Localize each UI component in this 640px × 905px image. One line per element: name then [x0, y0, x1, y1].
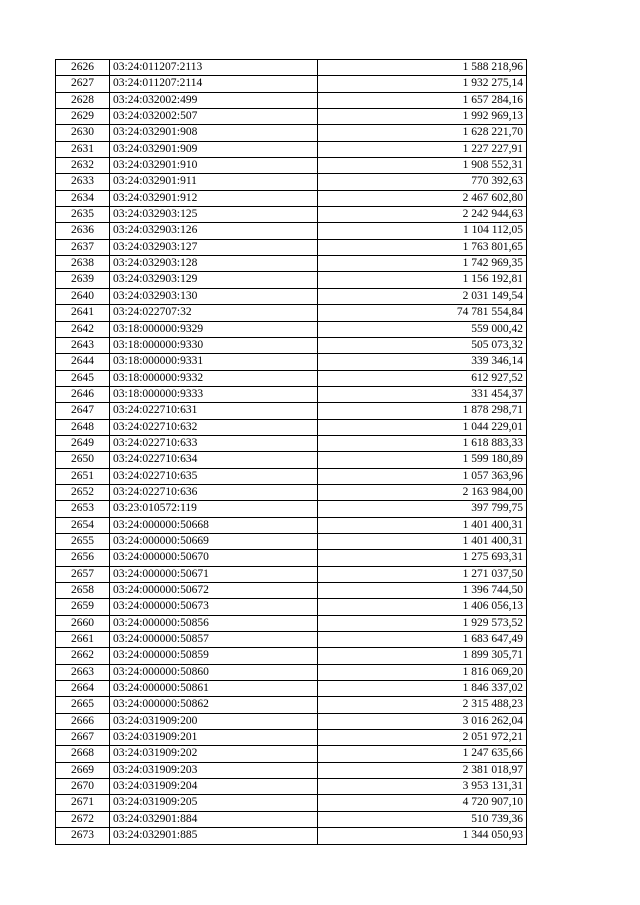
table-row	[56, 795, 527, 811]
row-number: 2656	[56, 550, 110, 566]
cadastral-number: 03:24:000000:50857	[110, 632, 318, 648]
table-row	[56, 419, 527, 435]
table-row	[56, 583, 527, 599]
cadastral-value: 1 932 275,14	[318, 76, 527, 92]
table-row	[56, 501, 527, 517]
table-row	[56, 762, 527, 778]
cadastral-value: 559 000,42	[318, 321, 527, 337]
row-number: 2661	[56, 632, 110, 648]
table-row	[56, 288, 527, 304]
table-row	[56, 174, 527, 190]
cadastral-value: 4 720 907,10	[318, 795, 527, 811]
row-number: 2673	[56, 828, 110, 844]
table-row	[56, 828, 527, 844]
cadastral-number: 03:24:000000:50861	[110, 681, 318, 697]
cadastral-number: 03:18:000000:9331	[110, 354, 318, 370]
cadastral-number: 03:24:000000:50859	[110, 648, 318, 664]
cadastral-value: 1 899 305,71	[318, 648, 527, 664]
table-row	[56, 697, 527, 713]
table-row	[56, 158, 527, 174]
cadastral-value: 1 846 337,02	[318, 681, 527, 697]
row-number: 2648	[56, 419, 110, 435]
cadastral-value: 510 739,36	[318, 811, 527, 827]
cadastral-number: 03:24:032901:884	[110, 811, 318, 827]
row-number: 2662	[56, 648, 110, 664]
row-number: 2652	[56, 484, 110, 500]
cadastral-value: 1 588 218,96	[318, 60, 527, 76]
row-number: 2663	[56, 664, 110, 680]
table-row	[56, 550, 527, 566]
cadastral-number: 03:24:032903:125	[110, 207, 318, 223]
table-row	[56, 125, 527, 141]
cadastral-value: 1 396 744,50	[318, 583, 527, 599]
cadastral-value: 1 816 069,20	[318, 664, 527, 680]
cadastral-number: 03:24:000000:50670	[110, 550, 318, 566]
cadastral-value: 1 104 112,05	[318, 223, 527, 239]
cadastral-value: 1 227 227,91	[318, 141, 527, 157]
cadastral-number: 03:24:011207:2113	[110, 60, 318, 76]
cadastral-value: 2 381 018,97	[318, 762, 527, 778]
table-row	[56, 811, 527, 827]
table-row	[56, 632, 527, 648]
cadastral-value: 1 992 969,13	[318, 109, 527, 125]
table-row	[56, 386, 527, 402]
cadastral-value: 505 073,32	[318, 337, 527, 353]
table-row	[56, 746, 527, 762]
cadastral-number: 03:24:000000:50669	[110, 533, 318, 549]
row-number: 2657	[56, 566, 110, 582]
cadastral-number: 03:24:031909:205	[110, 795, 318, 811]
row-number: 2631	[56, 141, 110, 157]
cadastral-number: 03:24:022710:635	[110, 468, 318, 484]
row-number: 2653	[56, 501, 110, 517]
cadastral-value: 1 275 693,31	[318, 550, 527, 566]
table-row	[56, 321, 527, 337]
row-number: 2637	[56, 239, 110, 255]
cadastral-value: 1 271 037,50	[318, 566, 527, 582]
row-number: 2644	[56, 354, 110, 370]
cadastral-number: 03:24:032901:910	[110, 158, 318, 174]
cadastral-number: 03:24:031909:202	[110, 746, 318, 762]
row-number: 2646	[56, 386, 110, 402]
cadastral-value: 2 315 488,23	[318, 697, 527, 713]
cadastral-value: 1 406 056,13	[318, 599, 527, 615]
row-number: 2636	[56, 223, 110, 239]
row-number: 2670	[56, 779, 110, 795]
table-row	[56, 730, 527, 746]
cadastral-number: 03:24:032903:128	[110, 256, 318, 272]
table-row	[56, 370, 527, 386]
table-row	[56, 452, 527, 468]
cadastral-number: 03:24:032901:911	[110, 174, 318, 190]
cadastral-number: 03:24:000000:50862	[110, 697, 318, 713]
cadastral-value: 770 392,63	[318, 174, 527, 190]
cadastral-value: 1 044 229,01	[318, 419, 527, 435]
table-row	[56, 354, 527, 370]
row-number: 2641	[56, 305, 110, 321]
cadastral-value: 1 657 284,16	[318, 92, 527, 108]
table-row	[56, 256, 527, 272]
row-number: 2629	[56, 109, 110, 125]
table-row	[56, 239, 527, 255]
table-body	[56, 60, 527, 845]
cadastral-number: 03:24:000000:50668	[110, 517, 318, 533]
cadastral-number: 03:18:000000:9330	[110, 337, 318, 353]
row-number: 2635	[56, 207, 110, 223]
row-number: 2651	[56, 468, 110, 484]
cadastral-number: 03:18:000000:9329	[110, 321, 318, 337]
cadastral-number: 03:24:022710:636	[110, 484, 318, 500]
row-number: 2660	[56, 615, 110, 631]
table-row	[56, 468, 527, 484]
table-row	[56, 484, 527, 500]
row-number: 2630	[56, 125, 110, 141]
table-row	[56, 664, 527, 680]
row-number: 2643	[56, 337, 110, 353]
row-number: 2658	[56, 583, 110, 599]
cadastral-number: 03:24:022710:632	[110, 419, 318, 435]
cadastral-value: 1 628 221,70	[318, 125, 527, 141]
row-number: 2665	[56, 697, 110, 713]
cadastral-value: 1 618 883,33	[318, 435, 527, 451]
cadastral-number: 03:24:032002:499	[110, 92, 318, 108]
row-number: 2666	[56, 713, 110, 729]
cadastral-value: 2 163 984,00	[318, 484, 527, 500]
cadastral-value: 397 799,75	[318, 501, 527, 517]
row-number: 2642	[56, 321, 110, 337]
cadastral-number: 03:24:031909:200	[110, 713, 318, 729]
row-number: 2669	[56, 762, 110, 778]
cadastral-number: 03:24:000000:50672	[110, 583, 318, 599]
table-row	[56, 533, 527, 549]
row-number: 2632	[56, 158, 110, 174]
cadastral-value: 3 016 262,04	[318, 713, 527, 729]
cadastral-value: 1 908 552,31	[318, 158, 527, 174]
cadastral-values-table	[55, 59, 527, 845]
cadastral-value: 2 242 944,63	[318, 207, 527, 223]
table-row	[56, 337, 527, 353]
cadastral-number: 03:24:022710:633	[110, 435, 318, 451]
cadastral-value: 3 953 131,31	[318, 779, 527, 795]
row-number: 2664	[56, 681, 110, 697]
row-number: 2647	[56, 403, 110, 419]
cadastral-value: 1 156 192,81	[318, 272, 527, 288]
row-number: 2634	[56, 190, 110, 206]
row-number: 2638	[56, 256, 110, 272]
row-number: 2645	[56, 370, 110, 386]
cadastral-value: 1 344 050,93	[318, 828, 527, 844]
cadastral-number: 03:24:032903:130	[110, 288, 318, 304]
cadastral-number: 03:24:032901:908	[110, 125, 318, 141]
cadastral-value: 2 051 972,21	[318, 730, 527, 746]
row-number: 2659	[56, 599, 110, 615]
cadastral-number: 03:24:000000:50673	[110, 599, 318, 615]
cadastral-value: 331 454,37	[318, 386, 527, 402]
cadastral-number: 03:24:032903:127	[110, 239, 318, 255]
cadastral-number: 03:24:031909:201	[110, 730, 318, 746]
table-row	[56, 779, 527, 795]
row-number: 2671	[56, 795, 110, 811]
cadastral-number: 03:24:022707:32	[110, 305, 318, 321]
table-row	[56, 435, 527, 451]
table-row	[56, 76, 527, 92]
cadastral-number: 03:24:032903:126	[110, 223, 318, 239]
cadastral-value: 1 929 573,52	[318, 615, 527, 631]
table-row	[56, 517, 527, 533]
cadastral-value: 1 401 400,31	[318, 533, 527, 549]
cadastral-number: 03:18:000000:9332	[110, 370, 318, 386]
cadastral-number: 03:24:000000:50671	[110, 566, 318, 582]
cadastral-number: 03:24:000000:50856	[110, 615, 318, 631]
row-number: 2650	[56, 452, 110, 468]
cadastral-value: 1 763 801,65	[318, 239, 527, 255]
table-row	[56, 599, 527, 615]
cadastral-value: 1 247 635,66	[318, 746, 527, 762]
table-row	[56, 207, 527, 223]
row-number: 2628	[56, 92, 110, 108]
row-number: 2672	[56, 811, 110, 827]
cadastral-value: 339 346,14	[318, 354, 527, 370]
cadastral-value: 2 031 149,54	[318, 288, 527, 304]
row-number: 2649	[56, 435, 110, 451]
table-row	[56, 403, 527, 419]
cadastral-value: 612 927,52	[318, 370, 527, 386]
table-row	[56, 60, 527, 76]
cadastral-number: 03:23:010572:119	[110, 501, 318, 517]
row-number: 2633	[56, 174, 110, 190]
table-row	[56, 141, 527, 157]
row-number: 2655	[56, 533, 110, 549]
table-row	[56, 566, 527, 582]
cadastral-number: 03:24:022710:631	[110, 403, 318, 419]
row-number: 2640	[56, 288, 110, 304]
table-row	[56, 92, 527, 108]
cadastral-number: 03:24:031909:203	[110, 762, 318, 778]
cadastral-number: 03:18:000000:9333	[110, 386, 318, 402]
cadastral-value: 1 599 180,89	[318, 452, 527, 468]
cadastral-number: 03:24:011207:2114	[110, 76, 318, 92]
cadastral-number: 03:24:032002:507	[110, 109, 318, 125]
table-row	[56, 713, 527, 729]
table-row	[56, 223, 527, 239]
table-row	[56, 615, 527, 631]
row-number: 2668	[56, 746, 110, 762]
cadastral-value: 74 781 554,84	[318, 305, 527, 321]
cadastral-value: 1 057 363,96	[318, 468, 527, 484]
table-row	[56, 109, 527, 125]
cadastral-number: 03:24:022710:634	[110, 452, 318, 468]
row-number: 2639	[56, 272, 110, 288]
cadastral-value: 1 742 969,35	[318, 256, 527, 272]
cadastral-value: 1 401 400,31	[318, 517, 527, 533]
table-row	[56, 190, 527, 206]
cadastral-value: 2 467 602,80	[318, 190, 527, 206]
cadastral-number: 03:24:032903:129	[110, 272, 318, 288]
cadastral-number: 03:24:000000:50860	[110, 664, 318, 680]
row-number: 2626	[56, 60, 110, 76]
table-row	[56, 648, 527, 664]
row-number: 2627	[56, 76, 110, 92]
cadastral-number: 03:24:032901:885	[110, 828, 318, 844]
cadastral-number: 03:24:032901:909	[110, 141, 318, 157]
cadastral-number: 03:24:032901:912	[110, 190, 318, 206]
row-number: 2667	[56, 730, 110, 746]
cadastral-value: 1 683 647,49	[318, 632, 527, 648]
row-number: 2654	[56, 517, 110, 533]
table-row	[56, 272, 527, 288]
table-row	[56, 305, 527, 321]
cadastral-number: 03:24:031909:204	[110, 779, 318, 795]
table-row	[56, 681, 527, 697]
cadastral-value: 1 878 298,71	[318, 403, 527, 419]
